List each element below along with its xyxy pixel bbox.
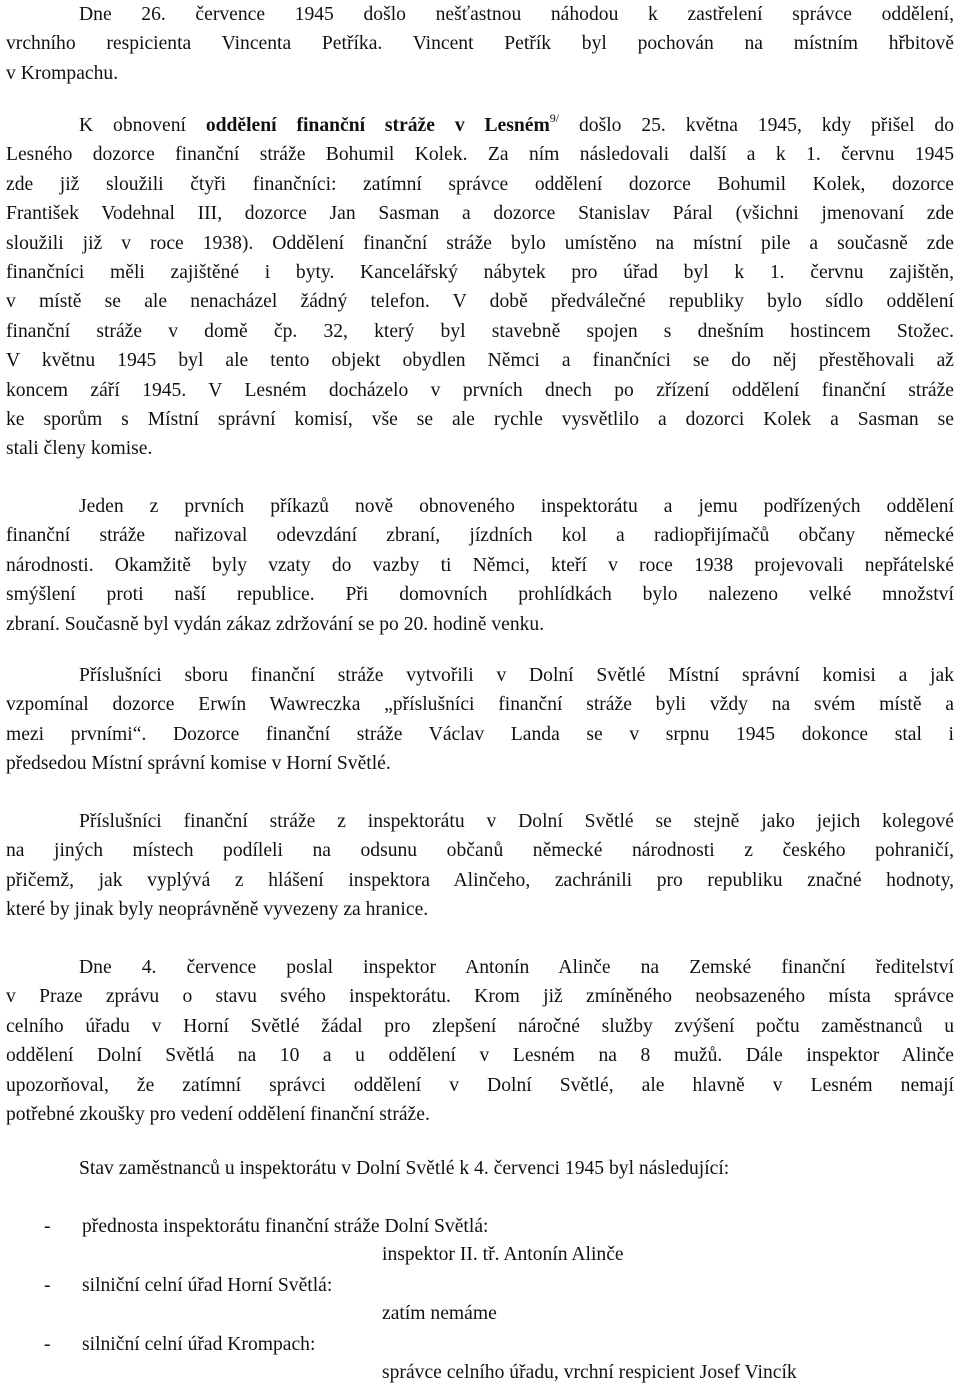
- list-item: [6, 1212, 954, 1270]
- text-line: stali členy komise.: [6, 438, 153, 460]
- text-line: celního úřadu v Horní Světlé žádal pro zlepšení náročné služby zvýšení počtu zaměstnanců u: [6, 1015, 954, 1037]
- text-line: vrchního respicienta Vincenta Petříka. Vincent Petřík byl pochován na místním hřbitově: [6, 33, 954, 55]
- paragraph-local-commission: [6, 661, 954, 779]
- text-line: V květnu 1945 byl ale tento objekt obydlen Němci a finančníci se do něj přestěhovali až: [6, 350, 954, 372]
- list-item-value: zatím nemáme: [382, 1303, 497, 1324]
- list-dash: -: [44, 1275, 51, 1296]
- text-line: předsedou Místní správní komise v Horní Světlé.: [6, 753, 391, 775]
- list-item-value: inspektor II. tř. Antonín Alinče: [382, 1244, 624, 1265]
- paragraph-staff-intro: [6, 1154, 954, 1183]
- text-line: potřebné zkoušky pro vedení oddělení finanční stráže.: [6, 1103, 430, 1125]
- text-line: Stav zaměstnanců u inspektorátu v Dolní Světlé k 4. červenci 1945 byl následující:: [79, 1158, 730, 1179]
- text-run: došlo 25. května 1945, kdy přišel do: [559, 115, 954, 136]
- text-line: na jiných místech podíleli na odsunu občanů německé národnosti z českého pohraničí,: [6, 840, 954, 862]
- text-line: Příslušníci sboru finanční stráže vytvořili v Dolní Světlé Místní správní komisi a jak: [79, 665, 954, 686]
- list-item-label: přednosta inspektorátu finanční stráže Dolní Světlá:: [82, 1216, 489, 1237]
- list-item: [6, 1330, 954, 1388]
- list-item: [6, 1271, 954, 1329]
- paragraph-transfer: [6, 807, 954, 925]
- text-line: Dne 4. července poslal inspektor Antonín Alinče na Zemské finanční ředitelství: [79, 957, 954, 978]
- paragraph-death-notice: [6, 0, 954, 88]
- list-item-label: silniční celní úřad Krompach:: [82, 1334, 316, 1355]
- text-line: mezi prvními“. Dozorce finanční stráže Václav Landa se v srpnu 1945 dokonce stal i: [6, 723, 954, 745]
- text-line: zde již sloužili čtyři finančníci: zatímní správce oddělení dozorce Bohumil Kolek, dozorce: [6, 173, 954, 195]
- text-line: vzpomínal dozorce Erwín Wawreczka „příslušníci finanční stráže byli vždy na svém místě a: [6, 694, 954, 716]
- text-run: K obnovení: [79, 115, 206, 136]
- text-line: zbraní. Současně byl vydán zákaz zdržování se po 20. hodině venku.: [6, 613, 545, 635]
- text-line: Dne 26. července 1945 došlo nešťastnou náhodou k zastřelení správce oddělení,: [79, 4, 954, 25]
- text-line: upozorňoval, že zatímní správci oddělení v Dolní Světlé, ale hlavně v Lesném nemají: [6, 1074, 954, 1096]
- text-line: finančníci měli zajištěné i byty. Kancelářský nábytek pro úřad byl k 1. červnu zajištěn,: [6, 261, 954, 283]
- text-line: národnosti. Okamžitě byly vzaty do vazby ti Němci, kteří v roce 1938 projevovali nepřátelské: [6, 554, 954, 576]
- text-line: v Praze zprávu o stavu svého inspektorátu. Krom již zmíněného neobsazeného místa správce: [6, 986, 954, 1008]
- paragraph-report: [6, 953, 954, 1129]
- text-line: finanční stráže nařizoval odevzdání zbraní, jízdních kol a radiopřijímačů občany německé: [6, 525, 954, 547]
- text-line: finanční stráže v domě čp. 32, který byl stavebně spojen s dnešním hostincem Stožec.: [6, 320, 954, 342]
- text-line: v Krompachu.: [6, 62, 119, 84]
- text-line: Příslušníci finanční stráže z inspektorátu v Dolní Světlé se stejně jako jejich kolegové: [79, 811, 954, 832]
- text-line: koncem září 1945. V Lesném docházelo v prvních dnech po zřízení oddělení finanční stráže: [6, 379, 954, 401]
- paragraph-lesne-department: [6, 111, 954, 464]
- staff-list: [6, 1212, 954, 1388]
- text-line: v místě se ale nenacházel žádný telefon. V době předválečné republiky bylo sídlo oddělení: [6, 291, 954, 313]
- list-dash: -: [44, 1216, 51, 1237]
- list-item-value: správce celního úřadu, vrchní respicient Josef Vincík: [382, 1362, 797, 1383]
- text-line: Jeden z prvních příkazů nově obnoveného inspektorátu a jemu podřízených oddělení: [79, 496, 954, 517]
- text-line: Lesného dozorce finanční stráže Bohumil Kolek. Za ním následovali další a k 1. červnu 1945: [6, 144, 954, 166]
- text-line: přičemž, jak vyplývá z hlášení inspektora Alinčeho, zachránili pro republiku značné hodnoty,: [6, 869, 954, 891]
- text-line: sloužili již v roce 1938). Oddělení finanční stráže bylo umístěno na místní pile a současně zde: [6, 232, 954, 254]
- list-dash: -: [44, 1334, 51, 1355]
- footnote-reference: 9/: [549, 111, 560, 125]
- text-line: smýšlení proti naší republice. Při domovních prohlídkách bylo nalezeno velké množství: [6, 584, 954, 606]
- list-item-label: silniční celní úřad Horní Světlá:: [82, 1275, 333, 1296]
- text-line: které by jinak byly neoprávněně vyvezeny za hranice.: [6, 899, 429, 921]
- text-line: [6, 111, 954, 140]
- text-line: ke sporům s Místní správní komisí, vše se ale rychle vysvětlilo a dozorci Kolek a Sasman se: [6, 408, 954, 430]
- paragraph-weapons-order: [6, 492, 954, 639]
- text-line: oddělení Dolní Světlá na 10 a u oddělení v Lesném na 8 mužů. Dále inspektor Alinče: [6, 1045, 954, 1067]
- text-line: František Vodehnal III, dozorce Jan Sasman a dozorce Stanislav Páral (všichni jmenovaní zde: [6, 203, 954, 225]
- bold-heading: oddělení finanční stráže v Lesném: [205, 115, 550, 136]
